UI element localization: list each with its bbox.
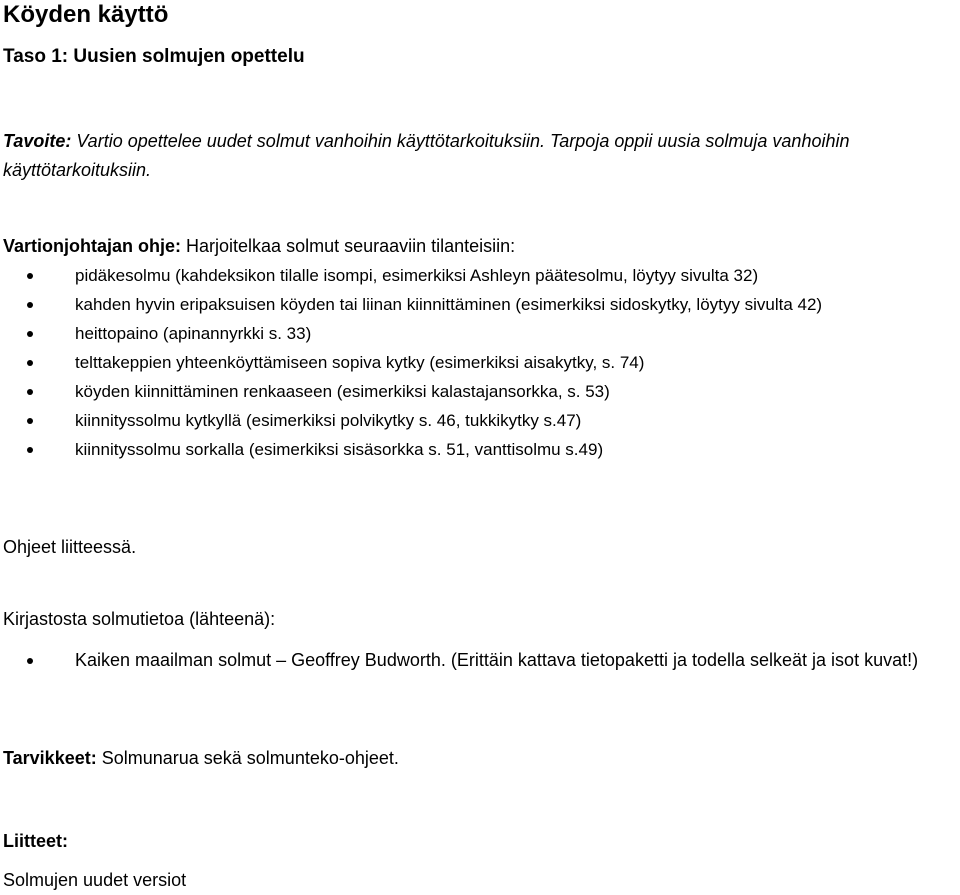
list-item	[3, 646, 957, 675]
list-item-text: Kaiken maailman solmut – Geoffrey Budworth. (Erittäin kattava tietopaketti ja todella selkeät ja isot kuvat!)	[75, 650, 919, 670]
document-subtitle: Taso 1: Uusien solmujen opettelu	[3, 46, 305, 67]
bullet-icon	[27, 447, 33, 453]
list-item-text: telttakeppien yhteenköyttämiseen sopiva kytky (esimerkiksi aisakytky, s. 74)	[75, 353, 645, 372]
list-item-text: kiinnityssolmu sorkalla (esimerkiksi sisäsorkka s. 51, vanttisolmu s.49)	[75, 440, 604, 459]
supplies-text: Solmunarua sekä solmunteko-ohjeet.	[96, 748, 399, 768]
list-item	[3, 319, 957, 348]
instructions-label: Vartionjohtajan ohje:	[3, 236, 182, 256]
list-item	[3, 377, 957, 406]
appendices-item: Solmujen uudet versiot	[3, 870, 187, 890]
library-source-list	[3, 646, 957, 675]
supplies-paragraph	[3, 744, 399, 773]
document-title: Köyden käyttö	[3, 1, 169, 28]
attachments-note: Ohjeet liitteessä.	[3, 537, 137, 557]
bullet-icon	[27, 389, 33, 395]
instructions-paragraph	[3, 232, 515, 261]
bullet-icon	[27, 331, 33, 337]
knot-task-list	[3, 261, 957, 464]
bullet-icon	[27, 273, 33, 279]
list-item	[3, 435, 957, 464]
bullet-icon	[27, 302, 33, 308]
list-item-text: pidäkesolmu (kahdeksikon tilalle isompi, esimerkiksi Ashleyn päätesolmu, löytyy sivulta 32)	[75, 266, 759, 285]
bullet-icon	[27, 360, 33, 366]
list-item	[3, 290, 957, 319]
bullet-icon	[27, 658, 33, 664]
goal-paragraph	[3, 127, 953, 185]
bullet-icon	[27, 418, 33, 424]
list-item-text: kahden hyvin eripaksuisen köyden tai liinan kiinnittäminen (esimerkiksi sidoskytky, löytyy sivulta 42)	[75, 295, 823, 314]
list-item	[3, 261, 957, 290]
supplies-label: Tarvikkeet:	[3, 748, 97, 768]
goal-text: Vartio opettelee uudet solmut vanhoihin käyttötarkoituksiin. Tarpoja oppii uusia solmuja vanhoihin käyttötarkoituksiin.	[3, 131, 850, 180]
list-item	[3, 348, 957, 377]
list-item	[3, 406, 957, 435]
list-item-text: kiinnityssolmu kytkyllä (esimerkiksi polvikytky s. 46, tukkikytky s.47)	[75, 411, 582, 430]
goal-label: Tavoite:	[3, 131, 72, 151]
list-item-text: heittopaino (apinannyrkki s. 33)	[75, 324, 312, 343]
library-heading: Kirjastosta solmutietoa (lähteenä):	[3, 609, 276, 629]
instructions-text: Harjoitelkaa solmut seuraaviin tilanteisiin:	[181, 236, 516, 256]
appendices-label: Liitteet:	[3, 831, 68, 851]
list-item-text: köyden kiinnittäminen renkaaseen (esimerkiksi kalastajansorkka, s. 53)	[75, 382, 610, 401]
